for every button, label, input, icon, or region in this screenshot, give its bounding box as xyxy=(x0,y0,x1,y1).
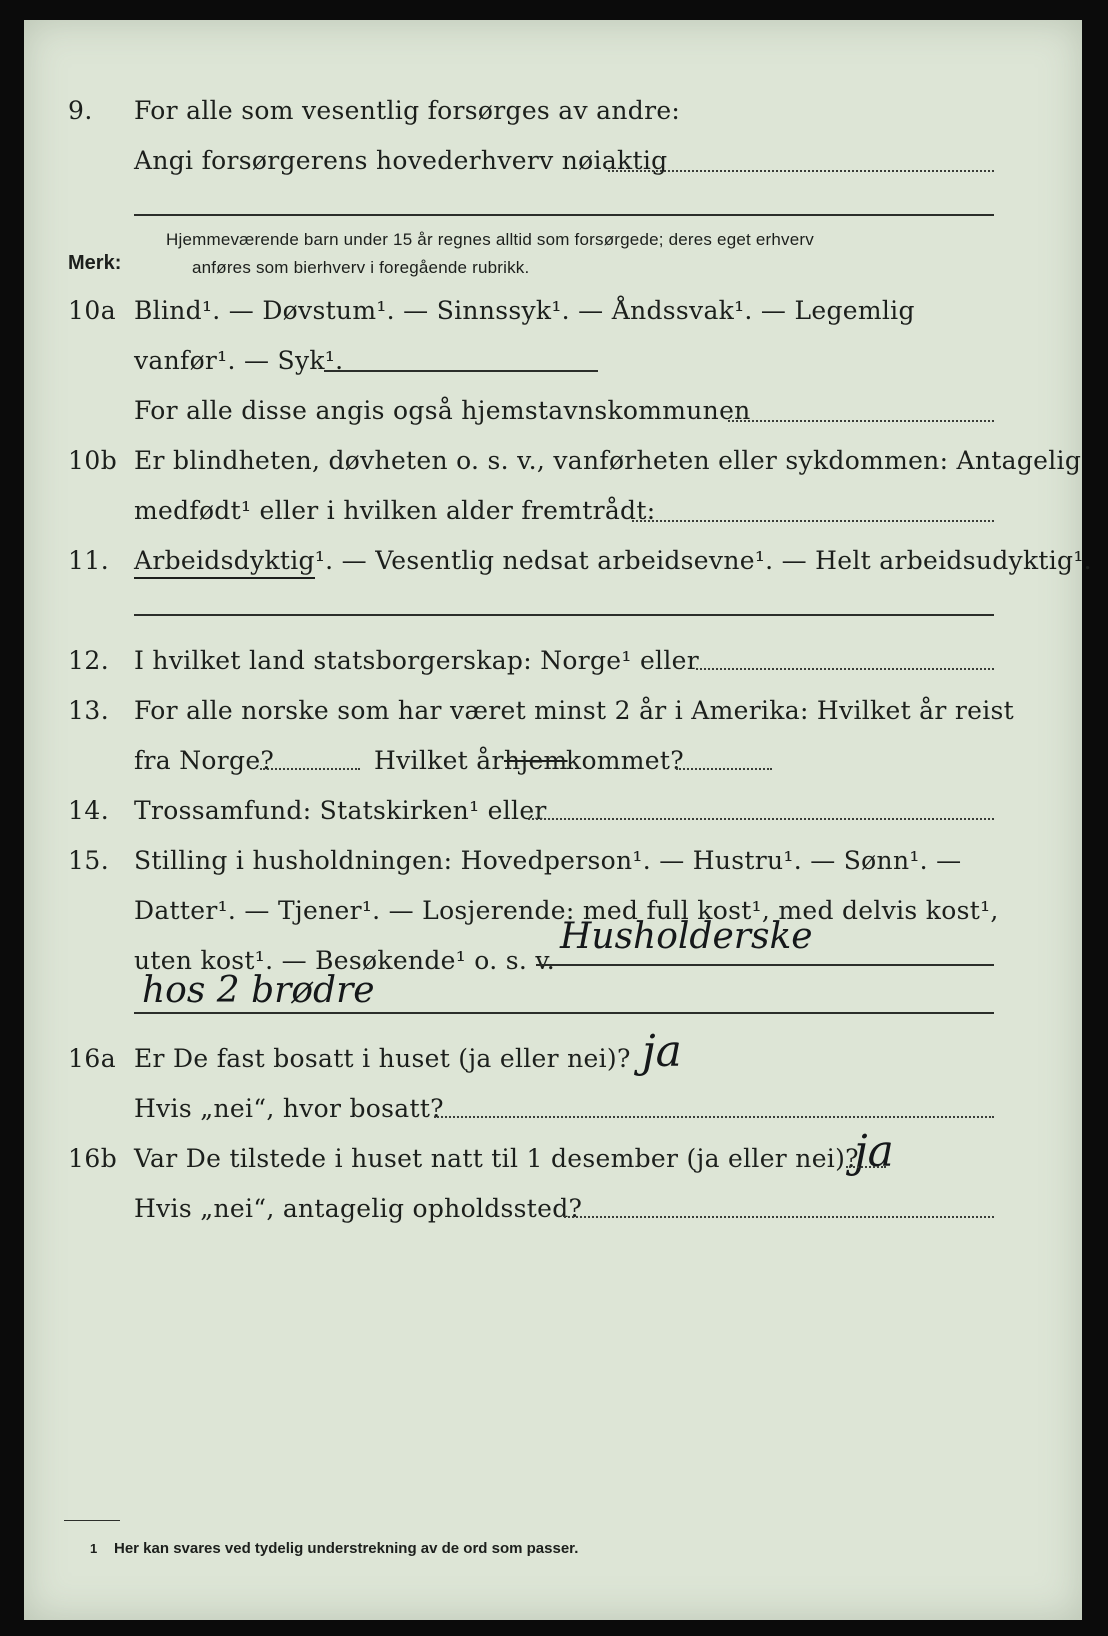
question-text: kommet? xyxy=(566,746,684,775)
footnote-divider xyxy=(64,1520,120,1521)
answer-line[interactable] xyxy=(134,614,994,616)
question-text xyxy=(134,546,1092,575)
struck-word: hjem xyxy=(504,746,568,775)
note-text: Hjemmeværende barn under 15 år regnes alltid som forsørgede; deres eget erhverv xyxy=(166,230,814,249)
handwritten-answer: hos 2 brødre xyxy=(142,970,375,1011)
question-number: 15. xyxy=(68,846,110,875)
question-text: Hvis „nei“, antagelig opholdssted? xyxy=(134,1194,583,1223)
question-text: fra Norge? xyxy=(134,746,275,775)
question-number: 13. xyxy=(68,696,110,725)
question-text: I hvilket land statsborgerskap: Norge¹ eller xyxy=(134,646,699,675)
note-label: Merk: xyxy=(68,252,122,274)
footnote-text: Her kan svares ved tydelig understrekning av de ord som passer. xyxy=(114,1540,579,1557)
question-number: 16a xyxy=(68,1044,117,1073)
answer-line[interactable] xyxy=(528,818,994,820)
answer-line[interactable] xyxy=(260,768,360,770)
question-text: For alle som vesentlig forsørges av andre: xyxy=(134,96,681,125)
question-text: For alle norske som har været minst 2 år i Amerika: Hvilket år reist xyxy=(134,696,1015,725)
answer-line[interactable] xyxy=(134,214,994,216)
answer-line[interactable] xyxy=(676,768,772,770)
question-text: Hvilket år xyxy=(374,746,504,775)
census-form-page xyxy=(24,20,1092,1620)
question-text: uten kost¹. — Besøkende¹ o. s. v. xyxy=(134,946,556,975)
answer-line[interactable] xyxy=(608,170,994,172)
footnote-mark: 1 xyxy=(90,1541,98,1556)
answer-line[interactable] xyxy=(324,370,598,372)
question-text: Trossamfund: Statskirken¹ eller xyxy=(134,796,547,825)
question-text: medfødt¹ eller i hvilken alder fremtrådt: xyxy=(134,496,656,525)
question-text: Er blindheten, døvheten o. s. v., vanførheten eller sykdommen: Antagelig xyxy=(134,446,1082,475)
answer-line[interactable] xyxy=(564,1216,994,1218)
question-number: 10b xyxy=(68,446,118,475)
answer-line[interactable] xyxy=(536,964,994,966)
question-number: 9. xyxy=(68,96,93,125)
question-text: Er De fast bosatt i huset (ja eller nei)? xyxy=(134,1044,631,1073)
answer-line[interactable] xyxy=(846,1166,886,1168)
question-text: For alle disse angis også hjemstavnskommunen xyxy=(134,396,751,425)
question-number: 16b xyxy=(68,1144,118,1173)
underlined-answer: Arbeidsdyktig xyxy=(134,546,315,579)
answer-line[interactable] xyxy=(134,1012,994,1014)
note-text: anføres som bierhverv i foregående rubrikk. xyxy=(192,258,530,277)
question-text: vanfør¹. — Syk¹. xyxy=(134,346,344,375)
question-number: 11. xyxy=(68,546,110,575)
question-number: 12. xyxy=(68,646,110,675)
answer-line[interactable] xyxy=(434,1116,994,1118)
question-text-rest: ¹. — Vesentlig nedsat arbeidsevne¹. — Helt arbeidsudyktig¹. xyxy=(314,546,1092,575)
question-text: Datter¹. — Tjener¹. — Losjerende: med full kost¹, med delvis kost¹, xyxy=(134,896,999,925)
question-text: Blind¹. — Døvstum¹. — Sinnssyk¹. — Åndssvak¹. — Legemlig xyxy=(134,296,915,325)
question-text: Angi forsørgerens hovederhverv nøiaktig xyxy=(134,146,668,175)
question-number: 10a xyxy=(68,296,117,325)
question-text: Hvis „nei“, hvor bosatt? xyxy=(134,1094,444,1123)
question-number: 14. xyxy=(68,796,110,825)
handwritten-answer: Husholderske xyxy=(560,916,813,957)
question-text: Stilling i husholdningen: Hovedperson¹. — Hustru¹. — Sønn¹. — xyxy=(134,846,962,875)
answer-line[interactable] xyxy=(728,420,994,422)
handwritten-answer: ja xyxy=(642,1026,682,1077)
handwritten-answer: ja xyxy=(854,1126,894,1177)
question-text: Var De tilstede i huset natt til 1 desember (ja eller nei)? xyxy=(134,1144,859,1173)
answer-line[interactable] xyxy=(632,520,994,522)
answer-line[interactable] xyxy=(696,668,994,670)
